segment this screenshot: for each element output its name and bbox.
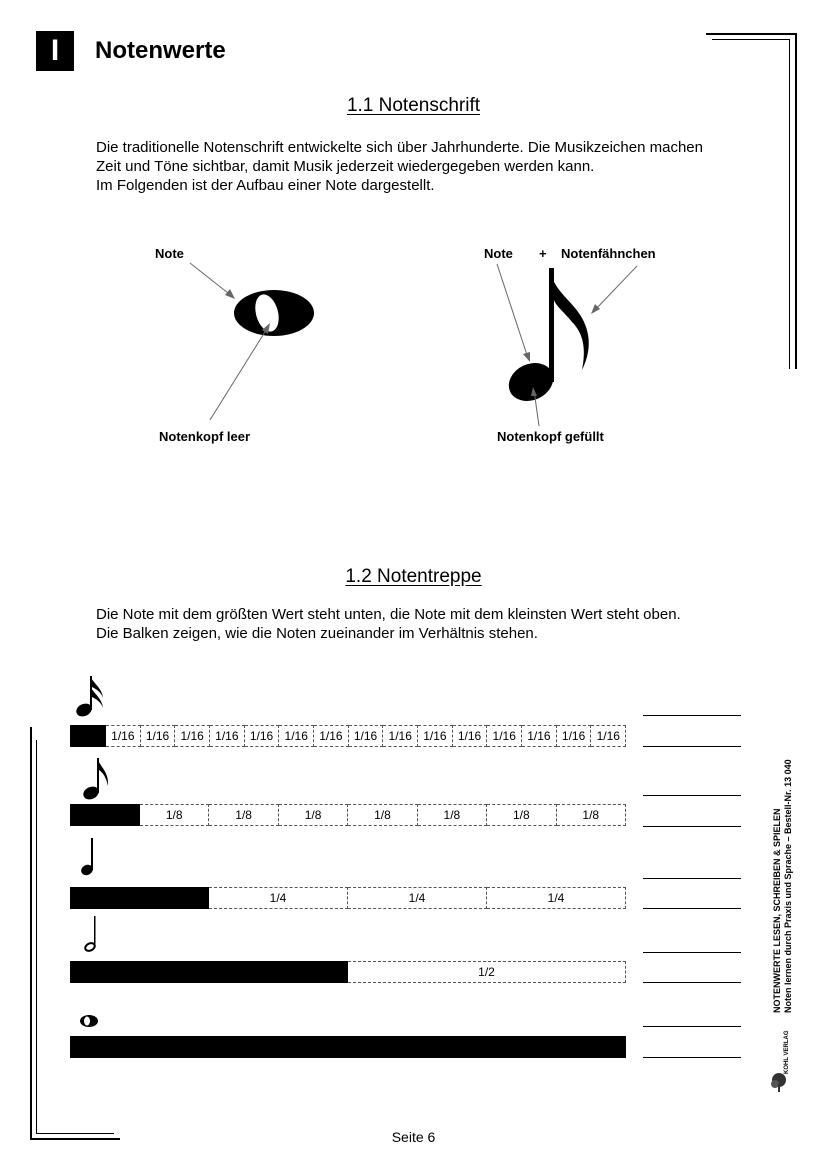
chapter-number: I [36,31,74,71]
filled-bar [70,887,209,909]
segment-half: 1/2 [348,961,626,983]
frame-bottom-left-v2 [36,740,37,1133]
arrow-note-right [497,264,528,358]
segment-sixteenth: 1/16 [453,725,488,747]
tree-logo-icon [768,1040,798,1094]
arrow-note-left [190,263,233,297]
segment-sixteenth: 1/16 [349,725,384,747]
segment-eighth: 1/8 [209,804,278,826]
filled-bar [70,1036,626,1058]
paragraph-line: Die Balken zeigen, wie die Noten zueinander im Verhältnis stehen. [96,625,538,642]
filled-bar [70,804,140,826]
eighth-note-large-icon [503,268,589,408]
publisher-name: KOHL VERLAG [784,1030,790,1074]
segment-quarter: 1/4 [209,887,348,909]
segment-sixteenth: 1/16 [487,725,522,747]
note-structure-diagram [0,0,827,470]
segment-sixteenth: 1/16 [106,725,141,747]
segment-sixteenth: 1/16 [245,725,280,747]
answer-line [643,952,741,953]
whole-note-icon [234,290,314,336]
staircase-row-half [70,961,626,983]
quarter-note-icon [79,838,94,877]
paragraph-line: Im Folgenden ist der Aufbau einer Note dargestellt. [96,177,435,194]
segment-sixteenth: 1/16 [314,725,349,747]
answer-line [643,982,741,983]
arrow-head-left [210,327,268,420]
label-flag: Notenfähnchen [561,246,656,261]
segment-sixteenth: 1/16 [418,725,453,747]
answer-line [643,715,741,716]
staircase-row-sixteenth [70,725,626,747]
answer-line [643,878,741,879]
sidebar-line-1: NOTENWERTE LESEN, SCHREIBEN & SPIELEN [772,808,782,1013]
frame-bottom-left-v1 [30,727,32,1139]
sixteenth-note-icon [74,676,103,719]
label-note-left: Note [155,246,184,261]
section-title-notentreppe: 1.2 Notentreppe [345,566,482,587]
segment-sixteenth: 1/16 [279,725,314,747]
segment-eighth: 1/8 [487,804,556,826]
whole-note-small-icon [80,1015,98,1027]
segment-eighth: 1/8 [140,804,209,826]
segment-eighth: 1/8 [279,804,348,826]
page-number: Seite 6 [391,1129,436,1145]
label-notehead-empty: Notenkopf leer [159,429,251,444]
label-notehead-filled: Notenkopf gefüllt [497,429,604,444]
filled-bar [70,961,348,983]
answer-line [643,795,741,796]
answer-line [643,908,741,909]
segment-sixteenth: 1/16 [175,725,210,747]
paragraph-line: Zeit und Töne sichtbar, damit Musik jederzeit wiedergegeben werden kann. [96,158,595,175]
segment-quarter: 1/4 [348,887,487,909]
label-note-right: Note [484,246,513,261]
segment-sixteenth: 1/16 [383,725,418,747]
eighth-note-icon [81,758,108,802]
publisher-sidebar-text [772,723,794,1013]
staircase-row-whole [70,1036,626,1058]
section-title-notenschrift: 1.1 Notenschrift [346,95,481,116]
chapter-title: Notenwerte [95,37,226,64]
segment-eighth: 1/8 [348,804,417,826]
paragraph-line: Die traditionelle Notenschrift entwickelte sich über Jahrhunderte. Die Musikzeichen machen [96,139,703,156]
half-note-icon [84,916,96,952]
answer-line [643,1026,741,1027]
paragraph-line: Die Note mit dem größten Wert steht unten, die Note mit dem kleinsten Wert steht oben. [96,606,681,623]
staircase-row-eighth [70,804,626,826]
publisher-logo [768,1030,798,1094]
arrow-flag [594,266,637,311]
filled-bar [70,725,106,747]
answer-line [643,746,741,747]
segment-eighth: 1/8 [418,804,487,826]
staircase-paragraph [96,605,681,643]
segment-sixteenth: 1/16 [557,725,592,747]
segment-eighth: 1/8 [557,804,626,826]
segment-sixteenth: 1/16 [141,725,176,747]
segment-sixteenth: 1/16 [210,725,245,747]
segment-sixteenth: 1/16 [522,725,557,747]
label-plus: + [539,246,547,261]
segment-quarter: 1/4 [487,887,626,909]
segment-sixteenth: 1/16 [591,725,626,747]
answer-line [643,1057,741,1058]
sidebar-line-2: Noten lernen durch Praxis und Sprache – Bestell-Nr. 13 040 [783,759,793,1013]
answer-line [643,826,741,827]
staircase-row-quarter [70,887,626,909]
